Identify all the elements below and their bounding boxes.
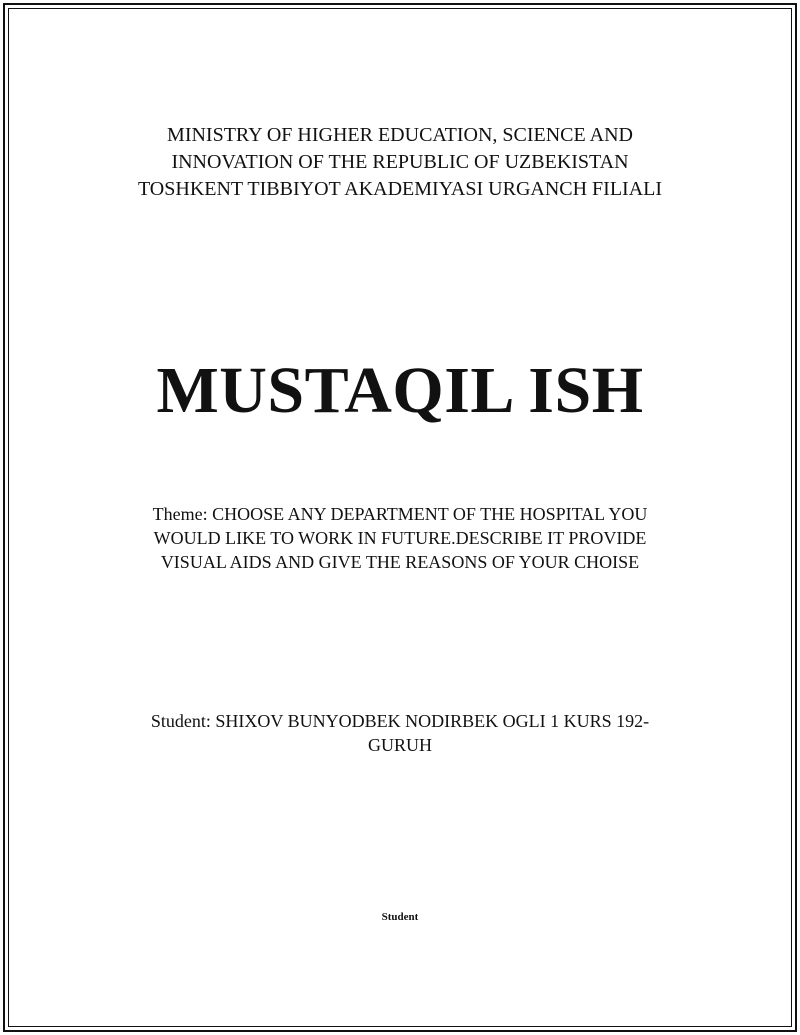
student-block: [120, 709, 680, 757]
footer-student-label: Student: [381, 911, 419, 923]
document-title: MUSTAQIL ISH: [156, 354, 644, 427]
header-line-3: TOSHKENT TIBBIYOT AKADEMIYASI URGANCH FILIALI: [137, 178, 663, 200]
institution-header: [0, 122, 800, 203]
student-line-2: GURUH: [367, 735, 432, 755]
theme-line-1: Theme: CHOOSE ANY DEPARTMENT OF THE HOSPITAL YOU: [152, 504, 648, 524]
header-line-2: INNOVATION OF THE REPUBLIC OF UZBEKISTAN: [171, 151, 629, 173]
theme-block: [100, 502, 700, 574]
student-line-1: Student: SHIXOV BUNYODBEK NODIRBEK OGLI 1 KURS 192-: [150, 711, 650, 731]
header-line-1: MINISTRY OF HIGHER EDUCATION, SCIENCE AND: [167, 124, 633, 146]
theme-line-3: VISUAL AIDS AND GIVE THE REASONS OF YOUR CHOISE: [160, 552, 640, 572]
theme-line-2: WOULD LIKE TO WORK IN FUTURE.DESCRIBE IT PROVIDE: [153, 528, 647, 548]
